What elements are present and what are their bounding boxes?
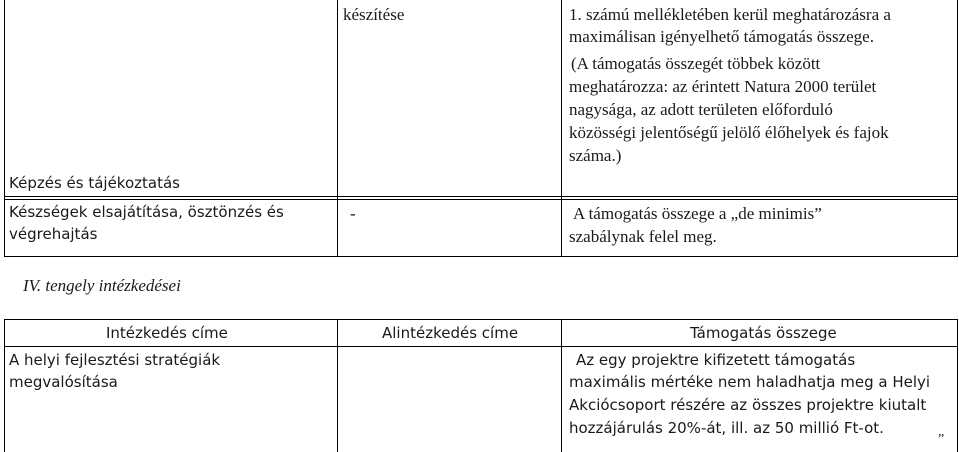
bottom-table-header-col2: Alintézkedés címe [382, 324, 519, 342]
bottom-table-border-top [4, 319, 958, 320]
bottom-table-header-col1: Intézkedés címe [106, 324, 228, 342]
top-table-row-divider-2 [4, 199, 958, 200]
top-table-row3-col1-line: Készségek elsajátítása, ösztönzés és [9, 203, 284, 221]
top-table-col3-line: nagysága, az adott területen előforduló [569, 100, 833, 119]
bottom-table-row1-col3-line: Akciócsoport részére az összes projektre kiutalt [569, 396, 927, 414]
top-table-border-right [957, 0, 958, 257]
bottom-table-border-left [4, 319, 5, 452]
bottom-table-row1-col1-line: A helyi fejlesztési stratégiák [9, 351, 221, 369]
top-table-row3-col3-line: szabálynak felel meg. [569, 227, 717, 246]
top-table-border-col2 [561, 0, 562, 257]
bottom-table-border-col1 [337, 319, 338, 452]
bottom-table-row1-col1-line: megvalósítása [9, 373, 118, 391]
top-table-border-col1 [337, 0, 338, 257]
top-table-col3-line: száma.) [569, 146, 622, 165]
bottom-table-row1-col3-line: hozzájárulás 20%-át, ill. az 50 millió Ft-ot. [569, 419, 884, 437]
bottom-table-row1-col3-line: maximális mértéke nem haladhatja meg a Helyi [569, 373, 931, 391]
bottom-table-header-col3: Támogatás összege [690, 324, 837, 342]
top-table-row3-col1-line: végrehajtás [9, 225, 98, 243]
top-table-col2-label: készítése [343, 5, 405, 24]
top-table-col3-line: meghatározza: az érintett Natura 2000 terület [569, 77, 877, 96]
bottom-table-border-right [957, 319, 958, 452]
bottom-table-border-col2 [561, 319, 562, 452]
top-table-row3-col3-line: A támogatás összege a „de minimis” [573, 204, 822, 223]
closing-quote-mark: ” [938, 432, 945, 447]
bottom-table-row1-col3-line: Az egy projektre kifizetett támogatás [576, 351, 856, 369]
top-table-row2-col1: Képzés és tájékoztatás [9, 174, 180, 192]
top-table-border-bottom [4, 256, 958, 257]
section-heading: IV. tengely intézkedései [23, 276, 181, 295]
top-table-col3-line: maximálisan igényelhető támogatás összege. [569, 27, 874, 46]
top-table-col3-line: közösségi jelentőségű jelölő élőhelyek és fajok [569, 123, 889, 142]
top-table-border-left [4, 0, 5, 257]
bottom-table-header-divider [4, 346, 958, 347]
top-table-col3-line: (A támogatás összegét többek között [571, 54, 821, 73]
top-table-col3-line: 1. számú mellékletében kerül meghatározásra a [569, 5, 891, 24]
top-table-row-divider-1 [4, 196, 958, 197]
top-table-row3-col2: - [350, 204, 356, 223]
